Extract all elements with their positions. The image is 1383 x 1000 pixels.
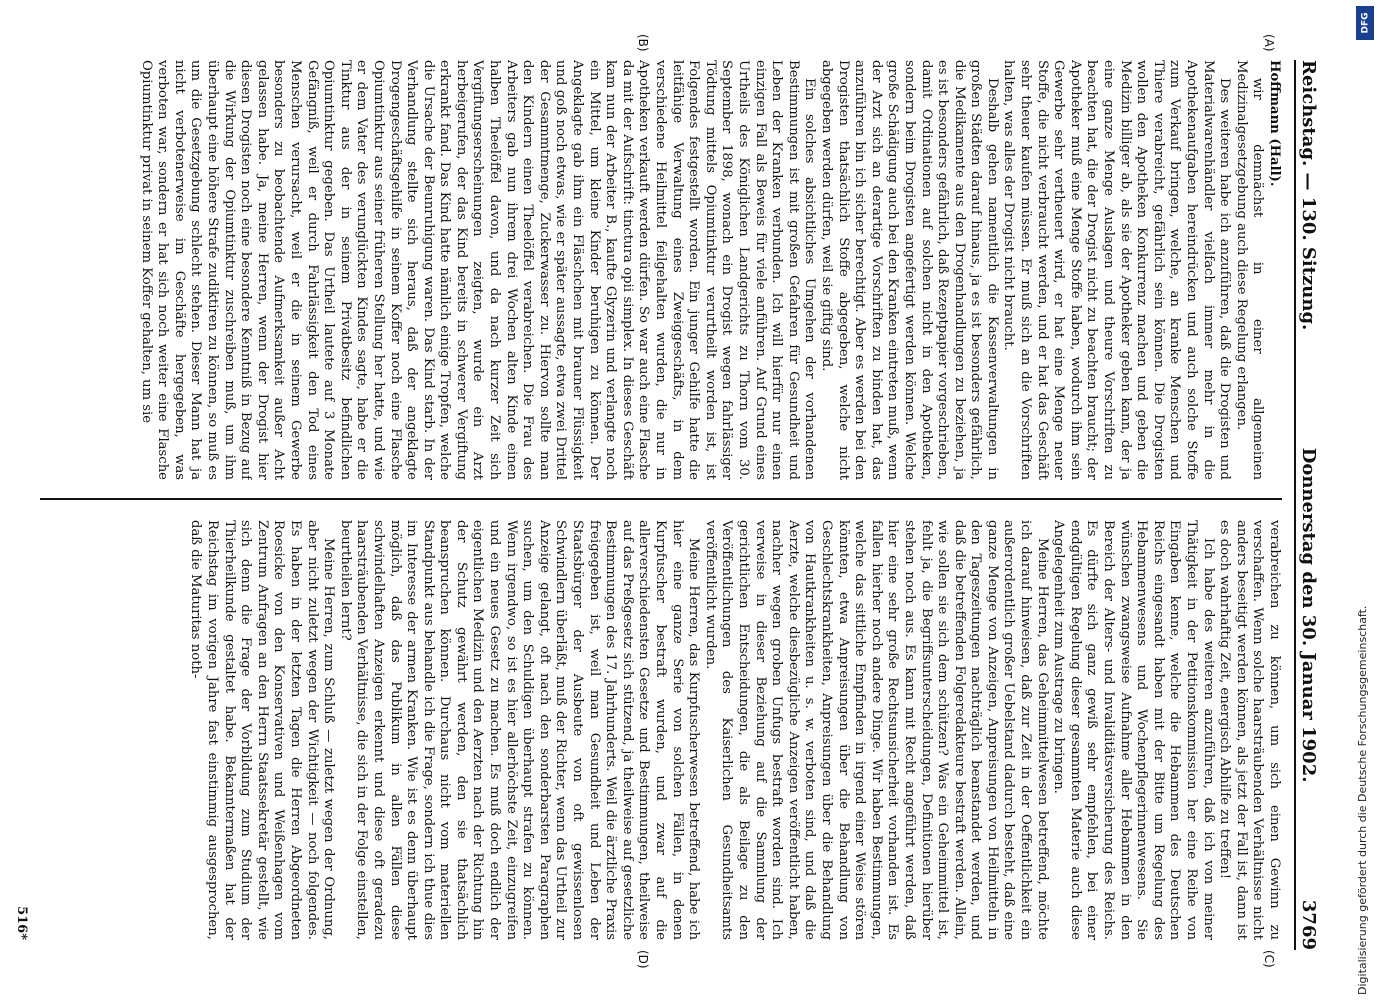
margin-mark-b: (B) [636, 34, 650, 52]
right-column [40, 520, 1282, 940]
page-header [1294, 60, 1322, 950]
page-number: 3769 [1298, 899, 1320, 950]
margin-mark-d: (D) [636, 950, 650, 969]
paragraph: Deshalb gehen namentlich die Kassenverwaltungen in großen Städten darauf hinaus, ja es ist besonders gefährlich, die Medikamente aus den Drogenhandlungen zu beziehen, ja es ist besonders gefährlich, daß Rezeptpapier vorgeschrieben, damit Ordinationen auf solchen nicht in den Apotheken, sondern beim Drogisten angefertigt werden können. Welche große Schädigung auch bei den Kranken eintreten muß, wenn der Arzt sich an derartige Vorschriften zu binden hat, das anzuführen bin ich sicher berechtigt. Aber es werden bei den Drogisten thatsächlich Stoffe abgegeben, welche nicht abgegeben werden dürfen, weil sie giftig sind. [818, 60, 1000, 480]
header-left: Reichstag. — 130. Sitzung. [1298, 60, 1320, 331]
margin-mark-a: (A) [1262, 34, 1276, 52]
left-column [40, 60, 1282, 480]
signature-mark: 516* [14, 906, 29, 940]
paragraph: Meine Herren, zum Schluß — zuletzt wegen der Ordnung, aber nicht zuletzt wegen der Wichtigkeit — noch folgendes. Es haben in der letzten Tagen die Herren Abgeordneten Roesicke von den Konservativen und Weißenhagen vom Zentrum Anfragen an den Herrn Staatssekretär gestellt, wie sich denn die Frage der Vorbildung zum Studium der Thierheilkunde gestaltet habe. Bekanntermaßen hat der Reichstag im vorigen Jahre fast einstimmig ausgesprochen, daß die Maturitas noth- [188, 520, 337, 940]
margin-mark-c: (C) [1262, 950, 1276, 968]
paragraph: Meine Herren, das Kurpfuscherwesen betreffend, habe ich hier eine ganze Serie von solchen Fällen, in denen Kurpfuscher bestraft wurden, und zwar auf die allerverschiedensten Gesetze und Bestimmungen, theilweise auf das Preßgesetz sich stützend, ja theilweise auf gesetzliche Bestimmungen des 17. Jahrhunderts. Weil die ärztliche Praxis freigegeben ist, weil man Gesundheit und Leben der Staatsbürger der Ausbeute von oft gewissenlosen Schwindlern überläßt, muß der Richter, wenn das Urtheil zur Anzeige gelangt, oft nach den sonderbarsten Paragraphen suchen, um den Schuldigen überhaupt strafen zu können. Wenn irgendwo, so ist es hier allerhöchste Zeit, einzugreifen und ein neues Gesetz zu machen. Es muß doch endlich der eigentlichen Medizin und den Aerzten nach der Richtung hin der Schutz gewährt werden, den sie thatsächlich beanspruchen können. Durchaus nicht vom materiellen Standpunkt aus behandle ich die Frage, sondern ich thue dies im Interesse der armen Kranken. Wie ist es denn überhaupt möglich, daß das Publikum in allen Fällen diese schwindelhaften Anzeigen erkennt und diese oft geradezu haarsträubenden Verhältnisse, die sich in der Folge einstellen, beurtheilen lernt? [337, 520, 702, 940]
header-date: Donnerstag den 30. Januar 1902. [1298, 447, 1320, 783]
dfg-logo: DFG [1356, 6, 1374, 40]
column-divider [40, 498, 1282, 500]
digitization-note: Digitalisierung gefördert durch die Deutsche Forschungsgemeinschaft. [1356, 605, 1369, 995]
paragraph: Ein solches absichtliches Umgehen der vorhandenen Bestimmungen ist mit großen Gefahren für Gesundheit und Leben der Kranken verbunden. Ich will hierfür nur einen einzigen Fall als Beweis für viele anführen. Auf Grund eines Urtheils des Königlichen Landgerichts zu Thorn vom 30. September 1898, wonach ein Drogist wegen fahrlässiger Tödtung mittels Opiumtinktur verurtheilt worden ist, ist Folgendes festgestellt worden. Ein junger Gehilfe hatte die leitfähige Verwaltung eines Zweiggeschäfts, in dem verschiedene Heilmittel feilgehalten wurden, die nur in Apotheken verkauft werden dürfen. So war auch eine Flasche da mit der Aufschrift: tinctura opii simplex. In dieses Geschäft kam nun der Arbeiter B., kaufte Glyzerin und verlangte noch ein Mittel, um kleine Kinder beruhigen zu können. Der Angeklagte gab ihm ein Fläschchen mit brauner Flüssigkeit und goß noch etwas, wie er später aussagte, etwa zwei Drittel der Gesammtmenge, Zuckerwasser zu. Hiervon sollte man den Kindern einen Theelöffel verabreichen. Die Frau des Arbeiters gab nun ihrem drei Wochen alten Kinde einen halben Theelöffel davon, und da nach kurzer Zeit sich Vergiftungserscheinungen zeigten, wurde ein Arzt herbeigerufen, der das Kind bereits in schwerer Vergiftung erkrankt fand. Das Kind hatte nämlich einige Tropfen, welche die Ursache der Beunruhigung waren. Das Kind starb. In der Verhandlung stellte sich heraus, daß der angeklagte Drogengeschäftsgehilfe in seinem Koffer noch eine Flasche Opiumtinktur aus seiner früheren Stellung her hatte, und wie er dem Vater des verunglückten Kindes sagte, habe er die Tinktur aus der in seinem Privatbesitz befindlichen Opiumtinktur gegeben. Das Urtheil lautete auf 3 Monate Gefängniß, weil er durch Fahrlässigkeit den Tod eines Menschen verursacht, weil er die in seinem Gewerbe besonders zu beobachtende Aufmerksamkeit außer Acht gelassen habe. Ja, meine Herren, wenn der Drogist hier diesen Drogisten noch eine besondere Kenntniß in Bezug auf die Wirkung der Opiumtinktur zuschreiben muß, um ihm überhaupt eine höhere Strafe zudiktiren zu können, so muß es um die Gesetzgebung schlecht stehen. Dieser Mann hat ja nicht verbotenerweise im Geschäfte hergegeben, was verboten war, sondern er hat sich noch weiter eine Flasche Opiumtinktur privat in seinem Koffer gehalten, um sie [138, 60, 818, 480]
paragraph: Meine Herren, das Geheimmittelwesen betreffend, möchte ich darauf hinweisen, daß zur Zeit in der Oeffentlichkeit ein außerordentlich großer Uebelstand dadurch besteht, daß eine ganze Menge von Anzeigen, Anpreisungen von Heilmitteln in den Tageszeitungen nachträglich beanstandet werden, und daß die betreffenden Folgeredakteure bestraft werden. Allein, wie sollen sie sich dem schützen? Was ein Geheimmittel ist, fehlt ja, die Begriffsunterscheidungen, Definitionen hierüber stehen noch aus. Es kann mit Recht angeführt werden, daß hier eine sehr große Rechtsunsicherheit vorhanden ist. Es fallen hierher noch andere Dinge. Wir haben Bestimmungen, welche das sittliche Empfinden in irgend einer Weise stören könnten, etwa Anpreisungen über die Behandlung von Geschlechtskrankheiten, Anpreisungen über die Behandlung von Hautkrankheiten u. s. w. verboten sind, und daß die Aerzte, welche diesbezügliche Anzeigen veröffentlicht haben, nachher wegen groben Unfugs bestraft worden sind. Ich verweise in dieser Beziehung auf die Sammlung der gerichtlichen Entscheidungen, die als Beilage zu den Veröffentlichungen des Kaiserlichen Gesundheitsamts veröffentlicht wurden. [702, 520, 1050, 940]
paragraph: verabreichen zu können, um sich einen Gewinn zu verschaffen. Wenn solche haarsträubenden Verhältnisse nicht anders beseitigt werden können, als jetzt der Fall ist, dann ist es doch wahrhaftig Zeit, energisch Abhilfe zu treffen! [1217, 520, 1282, 940]
speaker-name: Hoffmann (Hall). [1267, 60, 1282, 187]
paragraph: Des weiteren habe ich anzuführen, daß die Drogisten und Materialwarenhändler vielfach immer mehr in die Apothekenaufgaben hereindrücken und auch solche Stoffe zum Verkauf bringen, welche, an kranke Menschen und Thiere verabreicht, gefährlich sein können. Die Drogisten wollen den Apotheken Konkurrenz machen und geben die Medizin billiger ab, als sie der Apotheker geben kann, der ja eine ganze Menge Auslagen und theure Vorschriften zu beachten hat, die der Drogist nicht zu beachten braucht; der Apotheker muß eine Menge Stoffe haben, wodurch ihm sein Gewerbe sehr vertheuert wird, er hat eine Menge neuer Stoffe, die nicht verbraucht werden, und er hat das Geschäft sehr theuer kaufen müssen. Er muß sich an die Vorschriften halten, was alles der Drogist nicht braucht. [1001, 60, 1233, 480]
paragraph: Ich habe des weiteren anzuführen, daß ich von meiner Thätigkeit in der Petitionskommission her eine Reihe von Eingaben kenne, welche die Hebammen des Deutschen Reichs eingesandt haben mit der Bitte um Regelung des Hebammenwesens und Wochenpflegerinnenwesens. Sie wünschen zwangsweise Aufnahme aller Hebammen in den Bereich der Alters- und Invaliditätsversicherung des Reichs. Es dürfte sich ganz gewiß sehr empfehlen, bei einer endgültigen Regelung dieser gesammten Materie auch diese Angelegenheit zum Austrage zu bringen. [1051, 520, 1216, 940]
paragraph: wir demnächst in einer allgemeinen Medizinalgesetzgebung auch diese Regelung erlangen. [1233, 60, 1266, 480]
document-page [0, 20, 1340, 980]
